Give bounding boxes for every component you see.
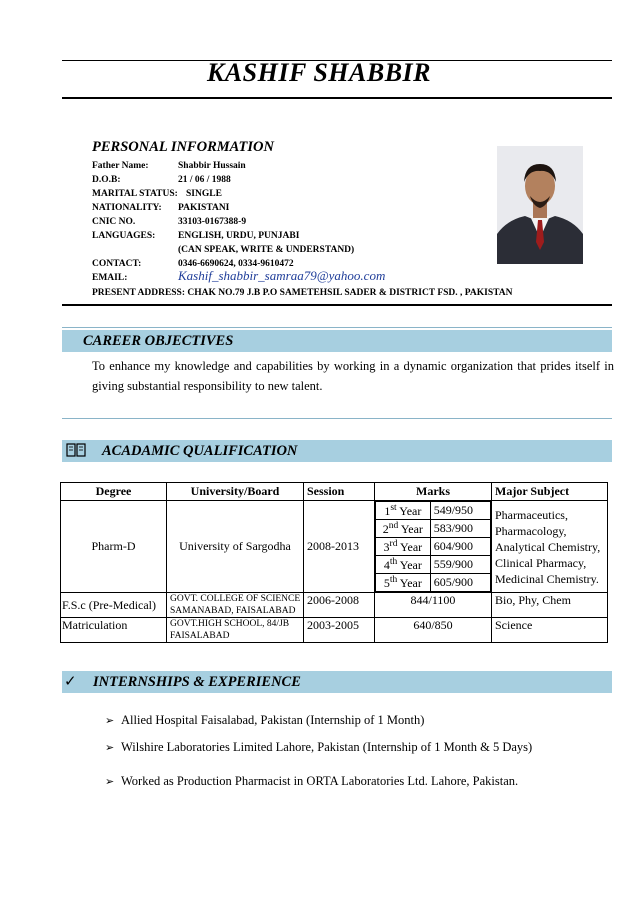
arrow-bullet-icon: ➢ xyxy=(105,742,115,754)
pharmd-session: 2008-2013 xyxy=(304,501,375,593)
matric-marks: 640/850 xyxy=(375,618,492,643)
year-label: 1st Year xyxy=(376,502,431,520)
table-header-row xyxy=(61,483,608,501)
pharmd-university: University of Sargodha xyxy=(167,501,304,593)
matric-subjects: Science xyxy=(492,618,608,643)
academic-title: ACADAMIC QUALIFICATION xyxy=(102,443,298,459)
name-underline xyxy=(62,97,612,99)
cnic-value: 33103-0167388-9 xyxy=(178,217,247,227)
arrow-bullet-icon: ➢ xyxy=(105,715,115,727)
yearly-marks-table xyxy=(375,501,491,592)
languages-label: LANGUAGES: xyxy=(92,231,156,241)
cnic-label: CNIC NO. xyxy=(92,217,136,227)
header-major-subject: Major Subject xyxy=(492,483,608,501)
profile-photo xyxy=(497,146,583,264)
year-label: 4th Year xyxy=(376,556,431,574)
career-title: CAREER OBJECTIVES xyxy=(83,333,234,349)
year-row xyxy=(376,556,491,574)
pharmd-marks xyxy=(375,501,492,593)
list-item: ➢ Allied Hospital Faisalabad, Pakistan (Internship of 1 Month) xyxy=(105,713,425,727)
arrow-bullet-icon: ➢ xyxy=(105,776,115,788)
header-degree: Degree xyxy=(61,483,167,501)
year-label: 3rd Year xyxy=(376,538,431,556)
nationality-value: PAKISTANI xyxy=(178,203,230,213)
fsc-university: GOVT. COLLEGE OF SCIENCE SAMANABAD, FAISALABAD xyxy=(167,593,304,618)
dob-value: 21 / 06 / 1988 xyxy=(178,175,231,185)
fsc-degree: F.S.c (Pre-Medical) xyxy=(61,593,167,618)
matric-degree: Matriculation xyxy=(61,618,167,643)
year-marks: 559/900 xyxy=(430,556,490,574)
email-label: EMAIL: xyxy=(92,273,128,283)
present-address: PRESENT ADDRESS: CHAK NO.79 J.B P.O SAMETEHSIL SADER & DISTRICT FSD. , PAKISTAN xyxy=(92,288,513,298)
fsc-subjects: Bio, Phy, Chem xyxy=(492,593,608,618)
year-row xyxy=(376,574,491,592)
table-row xyxy=(61,501,608,593)
contact-value: 0346-6690624, 0334-9610472 xyxy=(178,259,294,269)
header-session: Session xyxy=(304,483,375,501)
year-row xyxy=(376,520,491,538)
checkmark-icon: ✓ xyxy=(64,672,77,690)
career-text: To enhance my knowledge and capabilities by working in a dynamic organization that prides itself in giving substantial responsibility to new talent. xyxy=(92,359,614,393)
year-row xyxy=(376,502,491,520)
year-label: 2nd Year xyxy=(376,520,431,538)
personal-bottom-rule xyxy=(62,304,612,306)
header-university: University/Board xyxy=(167,483,304,501)
matric-session: 2003-2005 xyxy=(304,618,375,643)
email-link[interactable]: Kashif_shabbir_samraa79@yahoo.com xyxy=(178,268,386,283)
candidate-name: KASHIF SHABBIR xyxy=(206,58,432,87)
marital-status-value: SINGLE xyxy=(186,189,222,199)
languages-value: ENGLISH, URDU, PUNJABI xyxy=(178,231,300,241)
year-marks: 604/900 xyxy=(430,538,490,556)
personal-info-title: PERSONAL INFORMATION xyxy=(92,139,274,155)
header-marks: Marks xyxy=(375,483,492,501)
year-row xyxy=(376,538,491,556)
fsc-marks: 844/1100 xyxy=(375,593,492,618)
notebook-icon xyxy=(66,443,86,463)
career-bottom-rule xyxy=(62,418,612,419)
languages-note: (CAN SPEAK, WRITE & UNDERSTAND) xyxy=(178,245,355,255)
academic-table xyxy=(60,482,608,643)
list-item: ➢ Worked as Production Pharmacist in ORTA Laboratories Ltd. Lahore, Pakistan. xyxy=(105,774,519,788)
year-marks: 605/900 xyxy=(430,574,490,592)
father-name-value: Shabbir Hussain xyxy=(178,161,246,171)
career-band-top xyxy=(62,327,612,328)
table-row xyxy=(61,618,608,643)
year-marks: 549/950 xyxy=(430,502,490,520)
marital-status-label: MARITAL STATUS: xyxy=(92,189,178,199)
table-row xyxy=(61,593,608,618)
contact-label: CONTACT: xyxy=(92,259,142,269)
dob-label: D.O.B: xyxy=(92,175,121,185)
matric-university: GOVT.HIGH SCHOOL, 84/JB FAISALABAD xyxy=(167,618,304,643)
list-item: ➢ Wilshire Laboratories Limited Lahore, Pakistan (Internship of 1 Month & 5 Days) xyxy=(105,740,533,754)
fsc-session: 2006-2008 xyxy=(304,593,375,618)
nationality-label: NATIONALITY: xyxy=(92,203,162,213)
year-label: 5th Year xyxy=(376,574,431,592)
pharmd-subjects: Pharmaceutics, Pharmacology, Analytical Chemistry, Clinical Pharmacy, Medicinal Chemistry. xyxy=(492,501,608,593)
person-photo-icon xyxy=(497,146,583,264)
pharmd-degree: Pharm-D xyxy=(61,501,167,593)
father-name-label: Father Name: xyxy=(92,161,149,171)
experience-title: INTERNSHIPS & EXPERIENCE xyxy=(93,674,301,690)
year-marks: 583/900 xyxy=(430,520,490,538)
